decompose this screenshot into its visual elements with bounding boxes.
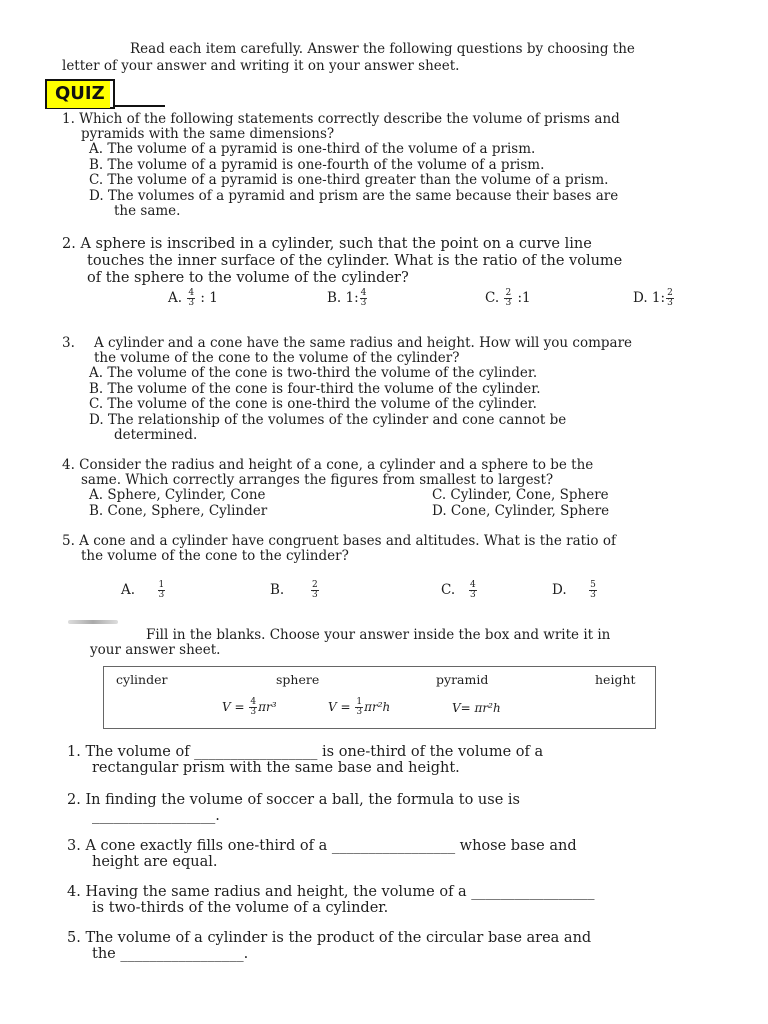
fraction: $\frac{1}{3}$	[158, 580, 165, 600]
question-5-option-d: D. $\frac{5}{3}$	[552, 580, 596, 600]
question-2-stem: 2. A sphere is inscribed in a cylinder, such that the point on a curve line	[62, 236, 592, 252]
question-5-option-a: A. $\frac{1}{3}$	[121, 580, 165, 600]
word-box-choice-4: height	[595, 672, 636, 687]
fraction: $\frac{4}{3}$	[470, 580, 476, 600]
fill-item-1-cont: rectangular prism with the same base and height.	[92, 760, 460, 776]
quiz-label: QUIZ	[47, 81, 110, 108]
fill-item-5: 5. The volume of a cylinder is the product of the circular base area and	[67, 930, 592, 946]
question-1-stem: 1. Which of the following statements correctly describe the volume of prisms and	[62, 111, 620, 127]
question-3-number: 3.	[62, 335, 75, 351]
question-2-stem-cont-2: of the sphere to the volume of the cylinder?	[87, 270, 409, 286]
question-2-option-a: A. $\frac{4}{3}$ : 1	[168, 288, 218, 308]
question-4-option-a: A. Sphere, Cylinder, Cone	[89, 487, 266, 503]
fraction: $\frac{2}{3}$	[667, 288, 673, 308]
fraction: $\frac{2}{3}$	[505, 288, 512, 308]
question-4-stem: 4. Consider the radius and height of a cone, a cylinder and a sphere to be the	[62, 457, 594, 473]
fill-item-5-cont: the _________________.	[92, 946, 249, 962]
question-2-option-c: C. $\frac{2}{3}$ :1	[485, 288, 531, 308]
word-box-choice-2: sphere	[276, 672, 320, 687]
question-1-option-b: B. The volume of a pyramid is one-fourth of the volume of a prism.	[89, 157, 545, 173]
question-1-option-d-cont: the same.	[114, 203, 181, 219]
formula-sphere: V = $\frac{4}{3}$ πr³	[222, 697, 277, 717]
question-4-option-b: B. Cone, Sphere, Cylinder	[89, 503, 268, 519]
formula-cylinder: V= πr²h	[452, 701, 501, 715]
question-5-stem: 5. A cone and a cylinder have congruent bases and altitudes. What is the ratio of	[62, 533, 616, 549]
fill-item-4: 4. Having the same radius and height, the volume of a _________________	[67, 884, 595, 900]
question-3-option-a: A. The volume of the cone is two-third the volume of the cylinder.	[89, 365, 538, 381]
word-box	[103, 666, 656, 729]
question-2-option-d: D. 1: $\frac{2}{3}$	[633, 288, 673, 308]
question-3-option-d: D. The relationship of the volumes of the cylinder and cone cannot be	[89, 412, 567, 428]
fill-item-1: 1. The volume of _________________ is one-third of the volume of a	[67, 744, 544, 760]
fill-item-2: 2. In finding the volume of soccer a ball, the formula to use is	[67, 792, 520, 808]
question-3-option-b: B. The volume of the cone is four-third the volume of the cylinder.	[89, 381, 541, 397]
instructions-line-2: letter of your answer and writing it on your answer sheet.	[62, 58, 460, 74]
question-1-option-a: A. The volume of a pyramid is one-third of the volume of a prism.	[89, 141, 536, 157]
instructions-line-1: Read each item carefully. Answer the following questions by choosing the	[130, 41, 635, 57]
formula-cone: V = $\frac{1}{3}$ πr²h	[328, 697, 391, 717]
fraction: $\frac{4}{3}$	[188, 288, 195, 308]
fraction: $\frac{5}{3}$	[590, 580, 596, 600]
fraction: $\frac{4}{3}$	[360, 288, 367, 308]
question-5-stem-cont: the volume of the cone to the cylinder?	[81, 548, 349, 564]
question-4-option-c: C. Cylinder, Cone, Sphere	[432, 487, 609, 503]
scan-smudge	[68, 620, 118, 624]
quiz-label-box	[45, 79, 115, 109]
fraction: $\frac{2}{3}$	[311, 580, 318, 600]
fraction: $\frac{1}{3}$	[356, 697, 363, 717]
fill-item-3-cont: height are equal.	[92, 854, 218, 870]
question-5-option-b: B. $\frac{2}{3}$	[270, 580, 318, 600]
question-2-option-b: B. 1: $\frac{4}{3}$	[327, 288, 367, 308]
question-3-stem: A cylinder and a cone have the same radius and height. How will you compare	[94, 335, 633, 351]
question-1-option-d: D. The volumes of a pyramid and prism are the same because their bases are	[89, 188, 619, 204]
fill-item-3: 3. A cone exactly fills one-third of a _________________ whose base and	[67, 838, 577, 854]
question-3-option-c: C. The volume of the cone is one-third the volume of the cylinder.	[89, 396, 537, 412]
question-4-option-d: D. Cone, Cylinder, Sphere	[432, 503, 610, 519]
question-4-stem-cont: same. Which correctly arranges the figures from smallest to largest?	[81, 472, 554, 488]
question-5-option-c: C. $\frac{4}{3}$	[441, 580, 476, 600]
word-box-choice-1: cylinder	[116, 672, 168, 687]
question-3-option-d-cont: determined.	[114, 427, 198, 443]
word-box-choice-3: pyramid	[436, 672, 489, 687]
fill-instructions-line-2: your answer sheet.	[90, 642, 221, 658]
question-2-stem-cont-1: touches the inner surface of the cylinder. What is the ratio of the volume	[87, 253, 623, 269]
fill-item-4-cont: is two-thirds of the volume of a cylinder.	[92, 900, 389, 916]
question-3-stem-cont: the volume of the cone to the volume of the cylinder?	[94, 350, 460, 366]
fill-item-2-cont: _________________.	[92, 808, 220, 824]
fraction: $\frac{4}{3}$	[250, 697, 257, 717]
question-1-stem-cont: pyramids with the same dimensions?	[81, 126, 335, 142]
fill-instructions-line-1: Fill in the blanks. Choose your answer inside the box and write it in	[146, 627, 611, 643]
question-1-option-c: C. The volume of a pyramid is one-third greater than the volume of a prism.	[89, 172, 609, 188]
